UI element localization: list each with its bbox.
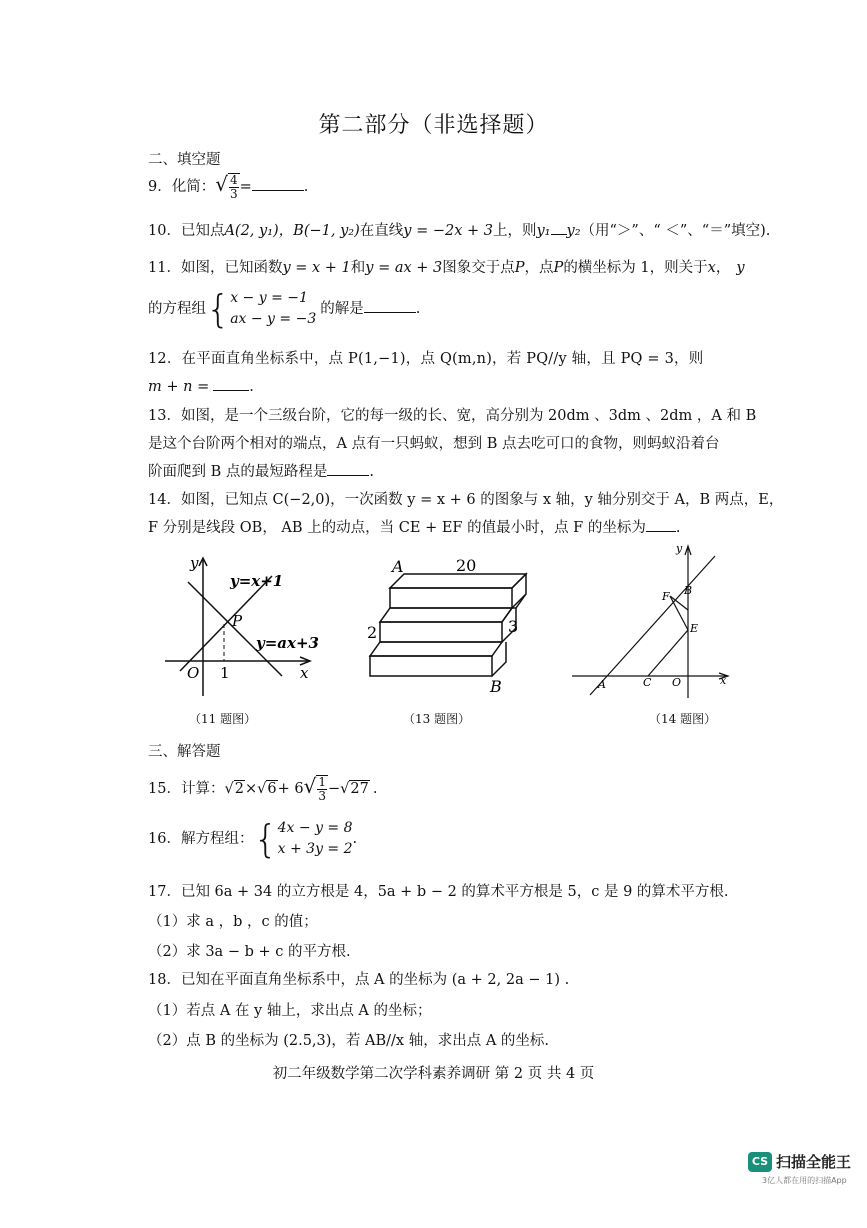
q11-text-g: ，点 xyxy=(524,260,554,276)
fig14-label-x: x xyxy=(720,674,727,687)
q10-h: （用“＞”、“ ＜”、“＝”填空). xyxy=(580,223,771,239)
question-17-line1: 17．已知 6a + 34 的立方根是 4，5a + b − 2 的算术平方根是 5，c 是 9 的算术平方根. xyxy=(148,884,729,900)
q16-system xyxy=(278,818,353,860)
fig11-label-p: P xyxy=(232,612,243,630)
question-16 xyxy=(148,818,357,860)
q15-end: . xyxy=(372,781,378,797)
page-footer: 初二年级数学第二次学科素养调研 第 2 页 共 4 页 xyxy=(272,1066,595,1082)
q15-sqrt-27: 27 xyxy=(350,781,369,797)
fig13-step3-top xyxy=(390,574,526,588)
fig11-label-1: 1 xyxy=(220,664,230,682)
question-14-line1: 14．如图，已知点 C(−2,0)，一次函数 y = x + 6 的图象与 x 轴，y 轴分别交于 A，B 两点，E， xyxy=(148,492,784,508)
q15-sqrt-2: 2 xyxy=(234,781,244,797)
q15-sqrt-6: 6 xyxy=(267,781,277,797)
section-heading-solve: 三、解答题 xyxy=(148,744,221,760)
q15-plus: + 6 xyxy=(277,781,304,797)
camscanner-logo-icon: CS xyxy=(748,1152,772,1172)
q11-comma: ， xyxy=(715,260,731,276)
q15-den: 3 xyxy=(318,789,326,803)
q11-p1: P xyxy=(514,260,525,276)
fig14-segment-fe xyxy=(670,596,688,630)
fig11-label-x: x xyxy=(300,664,309,682)
fig13-step1-top xyxy=(370,642,502,656)
question-14-line2 xyxy=(148,516,680,537)
fig14-label-y: y xyxy=(676,542,683,555)
q11-text-a: 11．如图，已知函数 xyxy=(148,260,283,276)
q9-end: . xyxy=(303,179,309,195)
q9-fraction xyxy=(228,173,240,201)
figure-11-graph xyxy=(160,548,340,698)
q14-text: F 分别是线段 OB， AB 上的动点，当 CE + EF 的值最小时，点 F 的坐标为 xyxy=(148,520,646,536)
question-18-part1: （1）若点 A 在 y 轴上，求出点 A 的坐标； xyxy=(148,1003,432,1019)
fig13-label-20: 20 xyxy=(456,556,477,575)
q9-prefix: 9．化简： xyxy=(148,179,216,195)
q11-y: y xyxy=(736,260,745,276)
q12-expr: m + n = xyxy=(148,379,210,395)
q13-answer-blank[interactable] xyxy=(327,462,369,476)
fig14-label-f: F xyxy=(662,590,670,603)
left-brace-icon: { xyxy=(206,287,231,331)
fig14-caption: （14 题图） xyxy=(649,712,717,726)
fig13-label-b: B xyxy=(490,677,502,692)
q9-suffix: = xyxy=(239,179,252,195)
q9-answer-blank[interactable] xyxy=(252,177,304,191)
q14-answer-blank[interactable] xyxy=(646,518,676,532)
fig13-step3-front xyxy=(390,588,512,608)
q11-p2: P xyxy=(553,260,564,276)
question-17-part1: （1）求 a ，b ，c 的值； xyxy=(148,914,318,930)
q11-func2: y = ax + 3 xyxy=(365,260,443,276)
q11-solution-label: 的解是 xyxy=(320,301,364,317)
question-17-part2: （2）求 3a − b + c 的平方根. xyxy=(148,944,351,960)
q10-e: 上，则 xyxy=(492,223,537,239)
fig13-step2-front xyxy=(380,622,502,642)
fig14-label-b: B xyxy=(684,584,693,597)
question-13-line2: 是这个台阶两个相对的端点，A 点有一只蚂蚁，想到 B 点去吃可口的食物，则蚂蚁沿着台 xyxy=(148,436,720,452)
question-18-line1: 18．已知在平面直角坐标系中，点 A 的坐标为 (a + 2, 2a − 1) . xyxy=(148,972,570,988)
q11-text-c: 和 xyxy=(350,260,366,276)
question-9 xyxy=(148,172,308,201)
q10-points: A(2, y₁)，B(−1, y₂) xyxy=(224,223,360,239)
q13-text: 阶面爬到 B 点的最短路程是 xyxy=(148,464,328,480)
q16-end: . xyxy=(352,831,358,847)
fig14-segment-ce xyxy=(648,630,688,676)
q15-times: × xyxy=(244,781,258,797)
sqrt-sign-icon: √ xyxy=(303,774,317,798)
fig11-line-y-x-plus-1 xyxy=(180,576,272,671)
q12-answer-blank[interactable] xyxy=(213,377,249,391)
q10-answer-blank[interactable] xyxy=(551,221,567,235)
q15-minus: − xyxy=(327,781,341,797)
fig11-label-y: y xyxy=(190,554,199,572)
fig13-step1-front xyxy=(370,656,492,676)
figure-13-staircase xyxy=(360,552,535,692)
fig11-line1-label: y=x+1 xyxy=(230,572,284,590)
fig14-label-c: C xyxy=(643,676,652,689)
watermark-name: 扫描全能王 xyxy=(776,1153,852,1171)
fig13-caption: （13 题图） xyxy=(403,712,471,726)
question-12-line1: 12．在平面直角坐标系中，点 P(1,−1)，点 Q(m,n)，若 PQ//y 轴，且 PQ = 3，则 xyxy=(148,351,704,367)
section-heading-fill-in: 二、填空题 xyxy=(148,152,221,168)
fig13-label-3: 3 xyxy=(508,617,519,636)
left-brace-icon: { xyxy=(253,817,278,861)
q11-eq2: ax − y = −3 xyxy=(230,311,317,327)
q11-eq1: x − y = −1 xyxy=(230,290,308,306)
question-15 xyxy=(148,774,377,803)
fig11-caption: （11 题图） xyxy=(189,712,257,726)
fig14-label-e: E xyxy=(690,622,699,635)
q11-text-e: 图象交于点 xyxy=(442,260,515,276)
q15-num: 1 xyxy=(318,775,326,789)
sqrt-sign-icon: √ xyxy=(257,781,267,797)
q12-end: . xyxy=(249,379,254,395)
question-13-line3 xyxy=(148,460,374,481)
page-title: 第二部分（非选择题） xyxy=(318,113,549,138)
question-13-line1: 13．如图，是一个三级台阶，它的每一级的长、宽，高分别为 20dm 、3dm 、2dm ，A 和 B xyxy=(148,408,757,424)
question-18-part2: （2）点 B 的坐标为 (2.5,3)，若 AB//x 轴，求出点 A 的坐标. xyxy=(148,1033,550,1049)
sqrt-sign-icon: √ xyxy=(215,172,228,196)
question-10 xyxy=(148,219,770,240)
fig11-label-o: O xyxy=(187,664,200,682)
q10-line: y = −2x + 3 xyxy=(403,223,493,239)
q16-eq1: 4x − y = 8 xyxy=(277,820,353,836)
question-12-line2 xyxy=(148,377,254,395)
q11-answer-blank[interactable] xyxy=(364,299,416,313)
q15-prefix: 15．计算： xyxy=(148,781,225,797)
fig13-steps xyxy=(370,574,526,676)
q11-x: x xyxy=(707,260,716,276)
q11-text-i: 的横坐标为 1，则关于 xyxy=(563,260,708,276)
q10-y1: y₁ xyxy=(536,223,551,239)
q16-prefix: 16．解方程组： xyxy=(148,831,254,847)
question-11-line1 xyxy=(148,256,745,277)
q11-system-label: 的方程组 xyxy=(148,301,206,317)
fig13-step2-top xyxy=(380,608,512,622)
q9-num: 4 xyxy=(229,173,238,187)
fig11-line2-label: y=ax+3 xyxy=(256,634,319,652)
q16-eq2: x + 3y = 2 xyxy=(277,841,353,857)
q11-func1: y = x + 1 xyxy=(282,260,351,276)
fig13-label-a: A xyxy=(392,557,404,576)
sqrt-sign-icon: √ xyxy=(340,781,350,797)
q10-a: 10．已知点 xyxy=(148,223,225,239)
watermark-subtitle: 3亿人都在用的扫描App xyxy=(762,1176,847,1185)
sqrt-sign-icon: √ xyxy=(224,781,234,797)
q15-fraction xyxy=(316,775,328,803)
q11-system xyxy=(230,288,316,330)
q11-end: . xyxy=(415,301,421,317)
fig14-label-a: A xyxy=(598,678,606,691)
q10-y2: y₂ xyxy=(566,223,581,239)
q10-c: 在直线 xyxy=(359,223,404,239)
q14-end: . xyxy=(675,520,681,536)
q13-end: . xyxy=(369,464,374,480)
q9-den: 3 xyxy=(229,187,238,201)
fig14-label-o: O xyxy=(672,676,682,689)
question-11-line2 xyxy=(148,288,420,330)
fig13-edge xyxy=(516,594,526,608)
figure-14-graph xyxy=(570,540,735,700)
fig13-label-2: 2 xyxy=(367,623,378,642)
